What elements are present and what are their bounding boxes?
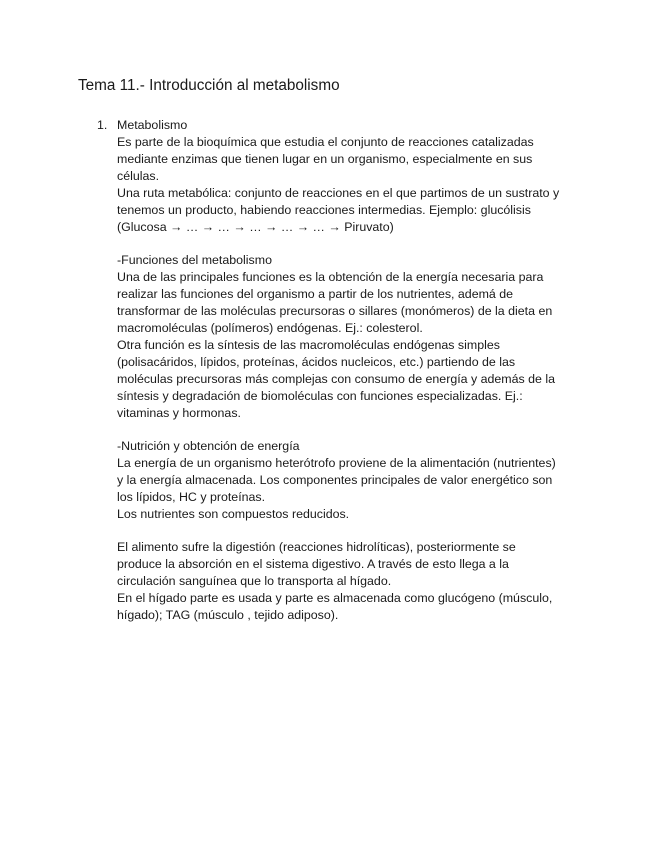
spacer: [117, 523, 617, 539]
alimento-paragraph: [117, 539, 617, 624]
section-heading: Metabolismo: [117, 118, 188, 132]
funciones-heading: -Funciones del metabolismo: [117, 253, 272, 267]
text-line: circulación sanguínea que lo transporta al hígado.: [117, 574, 392, 588]
text-line: células.: [117, 169, 160, 183]
text-line: Una ruta metabólica: conjunto de reacciones en el que partimos de un sustrato y: [117, 186, 560, 200]
text-line: y la energía almacenada. Los componentes principales de valor energético son: [117, 473, 553, 487]
text-line: síntesis y degradación de biomoléculas con funciones especializadas. Ej.:: [117, 389, 523, 403]
funciones-paragraph: [117, 269, 617, 422]
text-line: En el hígado parte es usada y parte es almacenada como glucógeno (músculo,: [117, 591, 553, 605]
text-line: vitaminas y hormonas.: [117, 406, 241, 420]
text-line: tenemos un producto, habiendo reacciones intermedias. Ejemplo: glucólisis: [117, 203, 531, 217]
text-line: moléculas precursoras más complejas con consumo de energía y además de la: [117, 372, 556, 386]
nutricion-paragraph: [117, 455, 617, 523]
text-line: Es parte de la bioquímica que estudia el conjunto de reacciones catalizadas: [117, 135, 534, 149]
text-line: El alimento sufre la digestión (reacciones hidrolíticas), posteriormente se: [117, 540, 516, 554]
nutricion-heading: -Nutrición y obtención de energía: [117, 439, 300, 453]
text-line: Los nutrientes son compuestos reducidos.: [117, 507, 350, 521]
text-line: hígado); TAG (músculo , tejido adiposo).: [117, 608, 339, 622]
intro-paragraph: [117, 134, 617, 236]
text-line: los lípidos, HC y proteínas.: [117, 490, 266, 504]
text-line: produce la absorción en el sistema digestivo. A través de esto llega a la: [117, 557, 509, 571]
text-line: mediante enzimas que tienen lugar en un organismo, especialmente en sus: [117, 152, 533, 166]
text-line: La energía de un organismo heterótrofo proviene de la alimentación (nutrientes): [117, 456, 556, 470]
text-line: Una de las principales funciones es la obtención de la energía necesaria para: [117, 270, 544, 284]
text-line: realizar las funciones del organismo a partir de los nutrientes, ademá de: [117, 287, 514, 301]
text-line: (polisacáridos, lípidos, proteínas, ácidos nucleicos, etc.) partiendo de las: [117, 355, 516, 369]
list-number: 1.: [97, 118, 108, 132]
section-metabolismo: [117, 117, 617, 624]
page-title: Tema 11.- Introducción al metabolismo: [78, 77, 340, 94]
text-line: (Glucosa → … → … → … → … → … → Piruvato): [117, 220, 394, 234]
text-line: macromoléculas (polímeros) endógenas. Ej.: colesterol.: [117, 321, 423, 335]
spacer: [117, 422, 617, 438]
text-line: Otra función es la síntesis de las macromoléculas endógenas simples: [117, 338, 500, 352]
text-line: transformar de las moléculas precursoras o sillares (monómeros) de la dieta en: [117, 304, 553, 318]
spacer: [117, 236, 617, 252]
